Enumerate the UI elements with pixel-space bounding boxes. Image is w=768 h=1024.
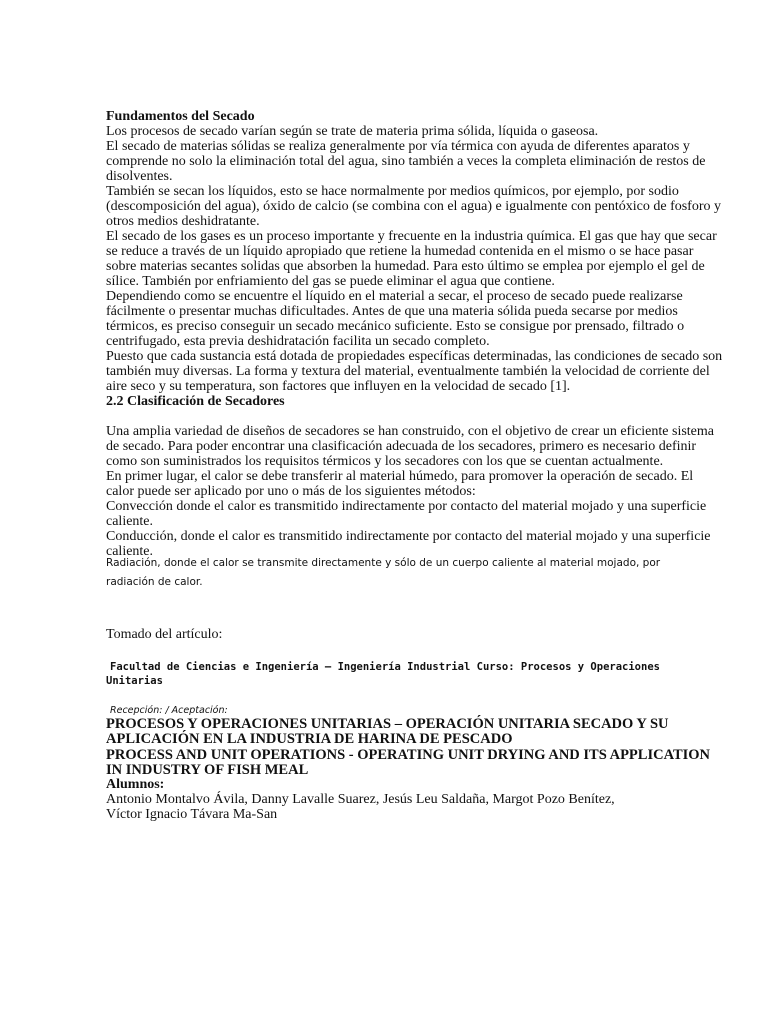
source-intro: Tomado del artículo: xyxy=(106,627,223,642)
article-title-line: PROCESOS Y OPERACIONES UNITARIAS – OPERACIÓN UNITARIA SECADO Y SU xyxy=(106,716,669,732)
radiacion-line: radiación de calor. xyxy=(106,576,203,588)
section-heading-clasificacion: 2.2 Clasificación de Secadores xyxy=(106,394,285,409)
paragraph-line: Los procesos de secado varían según se trate de materia prima sólida, líquida o gaseosa. xyxy=(106,124,599,139)
authors-label: Alumnos: xyxy=(106,777,165,792)
authors-line: Antonio Montalvo Ávila, Danny Lavalle Suarez, Jesús Leu Saldaña, Margot Pozo Benítez, xyxy=(106,792,615,807)
paragraph-line: otros medios deshidratante. xyxy=(106,214,260,229)
paragraph-line: sobre materias secantes solidas que absorben la humedad. Para esto último se emplea por ejemplo el gel de xyxy=(106,259,705,274)
paragraph-line: El secado de los gases es un proceso importante y frecuente en la industria química. El gas que hay que secar xyxy=(106,229,717,244)
reception-line: Recepción: / Aceptación: xyxy=(110,705,228,716)
paragraph-line: El secado de materias sólidas se realiza generalmente por vía térmica con ayuda de diferentes aparatos y xyxy=(106,139,690,154)
paragraph-line: Dependiendo como se encuentre el líquido en el material a secar, el proceso de secado puede realizarse xyxy=(106,289,683,304)
paragraph-line: sílice. También por enfriamiento del gas se puede eliminar el agua que contiene. xyxy=(106,274,555,289)
paragraph-line: también muy diversas. La forma y textura del material, eventualmente también la velocidad de corriente del xyxy=(106,364,710,379)
paragraph-line: disolventes. xyxy=(106,169,173,184)
paragraph-line: de secado. Para poder encontrar una clasificación adecuada de los secadores, primero es necesario definir xyxy=(106,439,697,454)
article-title-line: PROCESS AND UNIT OPERATIONS - OPERATING UNIT DRYING AND ITS APPLICATION xyxy=(106,747,711,763)
article-title-line: APLICACIÓN EN LA INDUSTRIA DE HARINA DE PESCADO xyxy=(106,731,513,747)
paragraph-line: caliente. xyxy=(106,544,154,559)
paragraph-line: como son suministrados los requisitos térmicos y los secadores con los que se cuentan actualmente. xyxy=(106,454,664,469)
paragraph-line: centrifugado, esta previa deshidratación facilita un secado completo. xyxy=(106,334,490,349)
paragraph-line: En primer lugar, el calor se debe transferir al material húmedo, para promover la operación de secado. El xyxy=(106,469,694,484)
paragraph-line: calor puede ser aplicado por uno o más de los siguientes métodos: xyxy=(106,484,476,499)
radiacion-line: Radiación, donde el calor se transmite directamente y sólo de un cuerpo caliente al material mojado, por xyxy=(106,557,661,569)
paragraph-line: se reduce a través de un líquido apropiado que retiene la humedad contenida en el mismo o se hace pasar xyxy=(106,244,694,259)
paragraph-line: aire seco y su temperatura, son factores que influyen en la velocidad de secado [1]. xyxy=(106,379,571,394)
paragraph-line: También se secan los líquidos, esto se hace normalmente por medios químicos, por ejemplo, por sodio xyxy=(106,184,679,199)
paragraph-line: comprende no solo la eliminación total del agua, sino también a veces la completa eliminación de restos de xyxy=(106,154,706,169)
paragraph-line: caliente. xyxy=(106,514,154,529)
paragraph-line: Puesto que cada sustancia está dotada de propiedades específicas determinadas, las condiciones de secado son xyxy=(106,349,723,364)
paragraph-line: Convección donde el calor es transmitido indirectamente por contacto del material mojado y una superficie xyxy=(106,499,707,514)
authors-line: Víctor Ignacio Távara Ma-San xyxy=(106,807,278,822)
paragraph-line: Conducción, donde el calor es transmitido indirectamente por contacto del material mojado y una superficie xyxy=(106,529,711,544)
paragraph-line: Una amplia variedad de diseños de secadores se han construido, con el objetivo de crear un eficiente sistema xyxy=(106,424,714,439)
faculty-line: Unitarias xyxy=(106,675,163,687)
paragraph-line: térmicos, es preciso conseguir un secado mecánico suficiente. Esto se consigue por prensado, filtrado o xyxy=(106,319,685,334)
paragraph-line: (descomposición del agua), óxido de calcio (se combina con el agua) e igualmente con pentóxico de fosforo y xyxy=(106,199,722,214)
paragraph-line: fácilmente o presentar muchas dificultades. Antes de que una materia sólida pueda secarse por medios xyxy=(106,304,678,319)
faculty-line: Facultad de Ciencias e Ingeniería – Ingeniería Industrial Curso: Procesos y Operaciones xyxy=(110,661,660,673)
section-heading-fundamentos: Fundamentos del Secado xyxy=(106,109,255,124)
article-title-line: IN INDUSTRY OF FISH MEAL xyxy=(106,762,309,778)
